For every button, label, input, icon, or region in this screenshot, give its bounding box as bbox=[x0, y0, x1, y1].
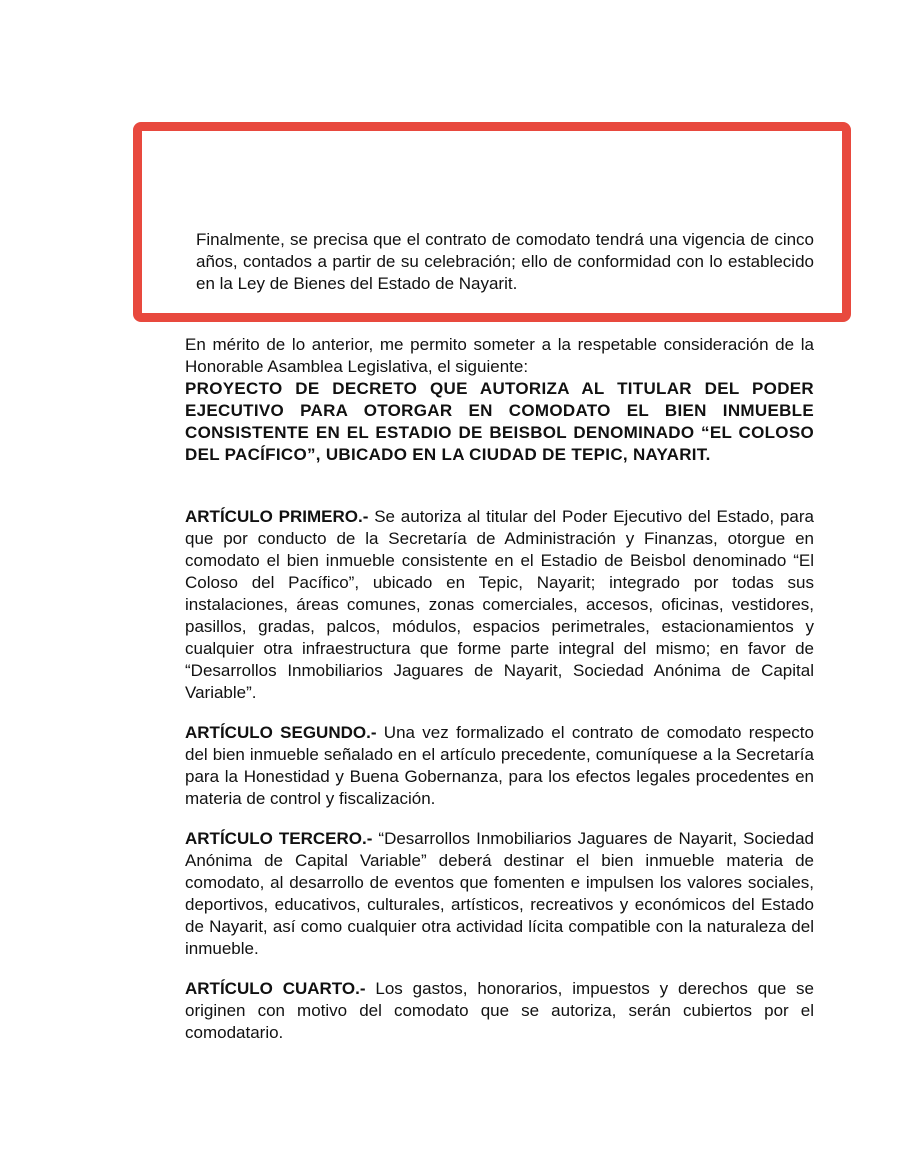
article-cuarto-text: Los gastos, honorarios, impuestos y derechos que se originen con motivo del comodato que se autoriza, serán cubiertos por el comodatario. bbox=[185, 979, 814, 1042]
article-cuarto bbox=[185, 978, 814, 1044]
merito-paragraph: En mérito de lo anterior, me permito someter a la respetable consideración de la Honorable Asamblea Legislativa, el siguiente: bbox=[185, 335, 814, 376]
article-cuarto-heading: ARTÍCULO CUARTO.- bbox=[185, 979, 366, 998]
article-primero bbox=[185, 506, 814, 704]
highlighted-paragraph: Finalmente, se precisa que el contrato de comodato tendrá una vigencia de cinco años, contados a partir de su celebración; ello de conformidad con lo establecido en la Ley de Bienes del Estado de Nayarit. bbox=[196, 230, 814, 293]
article-segundo bbox=[185, 722, 814, 810]
article-segundo-heading: ARTÍCULO SEGUNDO.- bbox=[185, 723, 377, 742]
proyecto-title: PROYECTO DE DECRETO QUE AUTORIZA AL TITULAR DEL PODER EJECUTIVO PARA OTORGAR EN COMODATO EL BIEN INMUEBLE CONSISTENTE EN EL ESTADIO DE BEISBOL DENOMINADO “EL COLOSO DEL PACÍFICO”, UBICADO EN LA CIUDAD DE TEPIC, NAYARIT. bbox=[185, 379, 814, 464]
article-primero-heading: ARTÍCULO PRIMERO.- bbox=[185, 507, 369, 526]
article-tercero-heading: ARTÍCULO TERCERO.- bbox=[185, 829, 373, 848]
article-tercero-text: “Desarrollos Inmobiliarios Jaguares de Nayarit, Sociedad Anónima de Capital Variable” deberá destinar el bien inmueble materia de comodato, al desarrollo de eventos que fomenten e impulsen los valores sociales, deportivos, educativos, culturales, artísticos, recreativos y económicos del Estado de Nayarit, así como cualquier otra actividad lícita compatible con la naturaleza del inmueble. bbox=[185, 829, 815, 958]
article-segundo-text: Una vez formalizado el contrato de comodato respecto del bien inmueble señalado en el artículo precedente, comuníquese a la Secretaría para la Honestidad y Buena Gobernanza, para los efectos legales procedentes en materia de control y fiscalización. bbox=[185, 723, 814, 808]
article-primero-text: Se autoriza al titular del Poder Ejecutivo del Estado, para que por conducto de la Secretaría de Administración y Finanzas, otorgue en comodato el bien inmueble consistente en el Estadio de Beisbol denominado “El Coloso del Pacífico”, ubicado en Tepic, Nayarit; integrado por todas sus instalaciones, áreas comunes, zonas comerciales, accesos, oficinas, vestidores, pasillos, gradas, palcos, módulos, espacios perimetrales, estacionamientos y cualquier otra infraestructura que forme parte integral del mismo; en favor de “Desarrollos Inmobiliarios Jaguares de Nayarit, Sociedad Anónima de Capital Variable”. bbox=[185, 507, 814, 702]
article-tercero bbox=[185, 828, 814, 960]
